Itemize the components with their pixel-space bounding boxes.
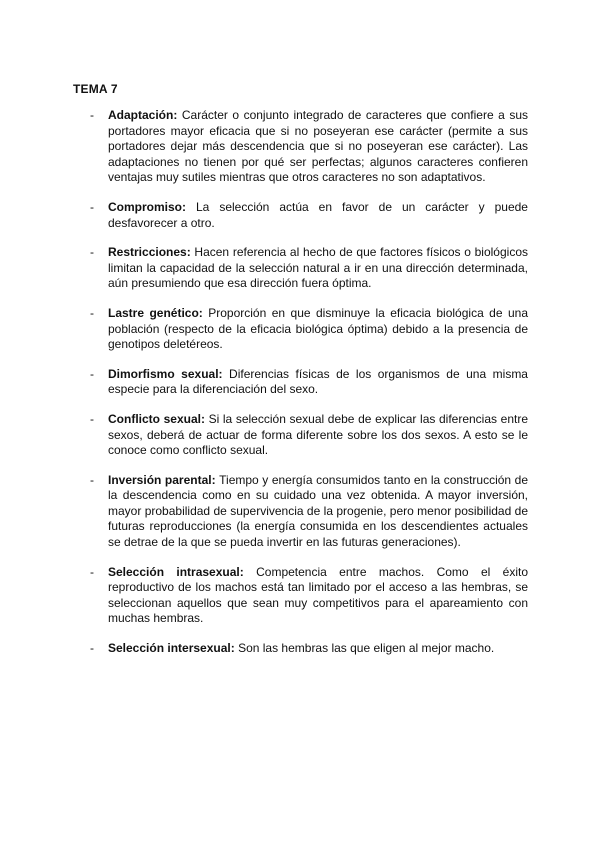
definition-text: Hacen referencia al hecho de que factores físicos o biológicos limitan la capacidad de la selección natural a ir en una dirección determinada, aún presumiendo que esa dirección fuera óptima. [108, 245, 528, 291]
list-item-lastre-genetico [88, 306, 528, 353]
definition-text: Proporción en que disminuye la eficacia biológica de una población (respecto de la eficacia biológica óptima) debido a la presencia de genotipos deletéreos. [108, 305, 528, 352]
definition-list [88, 108, 528, 671]
term-label: Restricciones: [108, 245, 195, 260]
bullet-dash: - [90, 305, 94, 320]
list-item-compromiso [88, 200, 528, 231]
bullet-dash: - [90, 564, 94, 579]
bullet-dash: - [90, 245, 94, 260]
definition-text: Tiempo y energía consumidos tanto en la construcción de la descendencia como en su cuidado una vez obtenida. A mayor inversión, mayor probabilidad de supervivencia de la progenie, pero menor posibilidad de futuras reproducciones (la energía consumida en los descendientes actuales se detrae de la que se pueda invertir en las futuras generaciones). [108, 472, 529, 550]
bullet-dash: - [90, 641, 94, 656]
definition-text: Competencia entre machos. Como el éxito reproductivo de los machos está tan limitado por el acceso a las hembras, se seleccionan aquellos que sean muy competitivos para el apareamiento con muchas hembras. [108, 564, 528, 626]
bullet-dash: - [90, 366, 94, 381]
bullet-dash: - [90, 108, 94, 122]
term-label: Selección intrasexual: [108, 564, 257, 579]
list-item-seleccion-intrasexual [88, 565, 528, 627]
bullet-dash: - [90, 411, 94, 426]
definition-text: Son las hembras las que eligen al mejor macho. [238, 641, 495, 656]
list-item-adaptacion [88, 108, 528, 186]
list-item-dimorfismo-sexual [88, 367, 528, 398]
definition-text: Carácter o conjunto integrado de caracteres que confiere a sus portadores mayor eficacia que si no poseyeran ese carácter (permite a sus portadores dejar más descendencia que si no poseyeran ese carácter). Las adaptaciones no tienen por qué ser perfectas; algunos caracteres confieren ventajas muy sutiles mientras que otros caracteres no son adaptativos. [108, 108, 529, 185]
term-label: Conflicto sexual: [108, 411, 209, 426]
term-label: Inversión parental: [108, 472, 220, 487]
list-item-conflicto-sexual [88, 412, 528, 459]
term-label: Compromiso: [108, 199, 196, 214]
term-label: Dimorfismo sexual: [108, 366, 230, 381]
term-label: Lastre genético: [108, 305, 209, 320]
bullet-dash: - [90, 199, 94, 214]
page-title: TEMA 7 [73, 82, 118, 96]
term-label: Adaptación: [108, 108, 182, 122]
list-item-seleccion-intersexual [88, 641, 528, 657]
list-item-inversion-parental [88, 473, 528, 551]
definition-text: La selección actúa en favor de un carácter y puede desfavorecer a otro. [108, 199, 528, 230]
term-label: Selección intersexual: [108, 641, 239, 656]
bullet-dash: - [90, 472, 94, 487]
definition-text: Diferencias físicas de los organismos de una misma especie para la diferenciación del sexo. [108, 366, 528, 397]
definition-text: Si la selección sexual debe de explicar las diferencias entre sexos, deberá de actuar de forma diferente sobre los dos sexos. A esto se le conoce como conflicto sexual. [108, 411, 528, 458]
list-item-restricciones [88, 245, 528, 292]
